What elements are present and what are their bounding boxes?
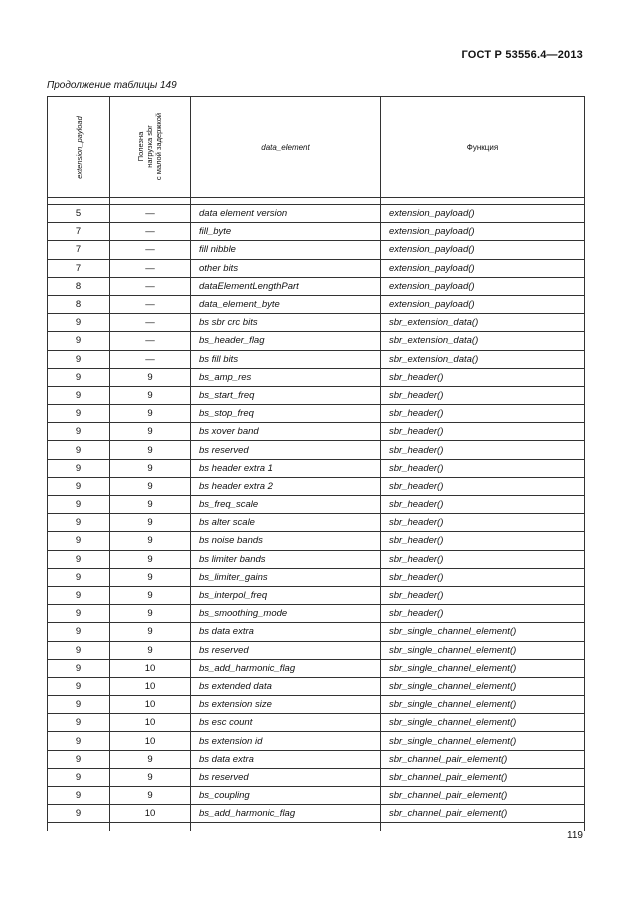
cell-data-element: data_element_byte xyxy=(191,295,381,313)
cell-extension-payload: 9 xyxy=(48,659,110,677)
cell-function: sbr_header() xyxy=(381,405,585,423)
cell-extension-payload: 9 xyxy=(48,696,110,714)
table-row xyxy=(48,568,585,586)
cell-low-delay-payload: 9 xyxy=(110,405,191,423)
table-row xyxy=(48,386,585,404)
cell-data-element: bs_coupling xyxy=(191,787,381,805)
cell-function: sbr_header() xyxy=(381,568,585,586)
cell-function: extension_payload() xyxy=(381,205,585,223)
cell-data-element: bs noise bands xyxy=(191,532,381,550)
table-row xyxy=(48,314,585,332)
cell-data-element: bs header extra 2 xyxy=(191,477,381,495)
table-row xyxy=(48,532,585,550)
table-row xyxy=(48,787,585,805)
cell-data-element: bs header extra 1 xyxy=(191,459,381,477)
table-row xyxy=(48,768,585,786)
table-row xyxy=(48,659,585,677)
column-header-low-delay-payload xyxy=(110,97,191,198)
table-row xyxy=(48,241,585,259)
cell-extension-payload: 9 xyxy=(48,459,110,477)
cell-extension-payload: 9 xyxy=(48,332,110,350)
cell-low-delay-payload: 9 xyxy=(110,641,191,659)
cell-extension-payload: 7 xyxy=(48,259,110,277)
cell-function: sbr_single_channel_element() xyxy=(381,623,585,641)
cell-extension-payload: 9 xyxy=(48,496,110,514)
table-row xyxy=(48,623,585,641)
cell-low-delay-payload: — xyxy=(110,277,191,295)
cell-function: extension_payload() xyxy=(381,277,585,295)
cell-extension-payload: 9 xyxy=(48,677,110,695)
cell-low-delay-payload: 9 xyxy=(110,386,191,404)
cell-extension-payload: 7 xyxy=(48,241,110,259)
cell-function: sbr_single_channel_element() xyxy=(381,696,585,714)
table-row xyxy=(48,332,585,350)
cell-function: sbr_header() xyxy=(381,423,585,441)
cell-data-element: fill_byte xyxy=(191,223,381,241)
cell-extension-payload: 9 xyxy=(48,441,110,459)
table-row xyxy=(48,550,585,568)
cell-extension-payload: 9 xyxy=(48,368,110,386)
data-table xyxy=(47,96,585,831)
cell-extension-payload: 9 xyxy=(48,605,110,623)
column-header-line-2: нагрузка sbr xyxy=(145,125,155,168)
table-caption: Продолжение таблицы 149 xyxy=(47,80,177,91)
cell-low-delay-payload: 9 xyxy=(110,368,191,386)
cell-low-delay-payload: 10 xyxy=(110,659,191,677)
cell-extension-payload: 9 xyxy=(48,568,110,586)
cell-function: sbr_channel_pair_element() xyxy=(381,768,585,786)
table-row xyxy=(48,205,585,223)
cell-data-element: bs_add_harmonic_flag xyxy=(191,659,381,677)
cell-extension-payload: 9 xyxy=(48,641,110,659)
cell-data-element: data element version xyxy=(191,205,381,223)
table-body xyxy=(48,205,585,832)
cell-data-element: other bits xyxy=(191,259,381,277)
table-row xyxy=(48,295,585,313)
cell-low-delay-payload: 9 xyxy=(110,586,191,604)
cell-extension-payload: 9 xyxy=(48,405,110,423)
cell-function: sbr_header() xyxy=(381,586,585,604)
column-header-data-element: data_element xyxy=(191,97,381,198)
cell-data-element: bs_freq_scale xyxy=(191,496,381,514)
table-row xyxy=(48,514,585,532)
table-row xyxy=(48,696,585,714)
cell-low-delay-payload: 9 xyxy=(110,623,191,641)
cell-low-delay-payload: 9 xyxy=(110,532,191,550)
cell-extension-payload: 9 xyxy=(48,477,110,495)
cell-function: extension_payload() xyxy=(381,241,585,259)
table-row xyxy=(48,732,585,750)
cell-data-element: bs_amp_res xyxy=(191,368,381,386)
cell-data-element: bs extension id xyxy=(191,732,381,750)
cell-function: sbr_extension_data() xyxy=(381,350,585,368)
cell-data-element: bs extended data xyxy=(191,677,381,695)
table-row xyxy=(48,586,585,604)
cell-low-delay-payload: — xyxy=(110,223,191,241)
cell-extension-payload: 9 xyxy=(48,623,110,641)
cell-low-delay-payload: 9 xyxy=(110,550,191,568)
cell-extension-payload: 9 xyxy=(48,386,110,404)
column-header-extension-payload xyxy=(48,97,110,198)
table-row xyxy=(48,459,585,477)
cell-function: sbr_extension_data() xyxy=(381,314,585,332)
cell-low-delay-payload: 10 xyxy=(110,805,191,823)
cell-low-delay-payload: 9 xyxy=(110,441,191,459)
cell-low-delay-payload: 10 xyxy=(110,714,191,732)
cell-low-delay-payload: 9 xyxy=(110,568,191,586)
cell-extension-payload: 9 xyxy=(48,550,110,568)
cell-low-delay-payload: — xyxy=(110,350,191,368)
cell-extension-payload: 9 xyxy=(48,586,110,604)
cell-low-delay-payload: — xyxy=(110,332,191,350)
table-row xyxy=(48,605,585,623)
table-row xyxy=(48,223,585,241)
cell-function: sbr_header() xyxy=(381,386,585,404)
column-header-line-1: Полезна xyxy=(136,131,146,162)
cell-function: sbr_header() xyxy=(381,550,585,568)
cell-extension-payload: 9 xyxy=(48,514,110,532)
cell-data-element: bs reserved xyxy=(191,641,381,659)
cell-function: sbr_single_channel_element() xyxy=(381,714,585,732)
cell-low-delay-payload: 9 xyxy=(110,496,191,514)
cell-data-element: bs extension size xyxy=(191,696,381,714)
table-header-row xyxy=(48,97,585,198)
cell-function: sbr_single_channel_element() xyxy=(381,641,585,659)
cell-data-element: bs limiter bands xyxy=(191,550,381,568)
cell-extension-payload: 9 xyxy=(48,714,110,732)
cell-function: sbr_header() xyxy=(381,532,585,550)
cell-function: extension_payload() xyxy=(381,259,585,277)
cell-function: extension_payload() xyxy=(381,223,585,241)
cell-extension-payload: 9 xyxy=(48,532,110,550)
cell-low-delay-payload: 9 xyxy=(110,514,191,532)
table-row xyxy=(48,405,585,423)
column-header-line-3: с малой задержкой xyxy=(154,112,164,181)
column-header-low-delay-payload-label xyxy=(136,113,163,180)
cell-extension-payload: 9 xyxy=(48,314,110,332)
cell-data-element: bs sbr crc bits xyxy=(191,314,381,332)
cell-extension-payload: 9 xyxy=(48,768,110,786)
cell-data-element: bs_interpol_freq xyxy=(191,586,381,604)
cell-extension-payload: 9 xyxy=(48,805,110,823)
table-row xyxy=(48,677,585,695)
cell-low-delay-payload: 9 xyxy=(110,787,191,805)
cell-function: sbr_single_channel_element() xyxy=(381,732,585,750)
cell-function: sbr_channel_pair_element() xyxy=(381,750,585,768)
cell-low-delay-payload: 9 xyxy=(110,750,191,768)
cell-function: sbr_header() xyxy=(381,496,585,514)
table-row xyxy=(48,477,585,495)
column-header-extension-payload-label: extension_payload xyxy=(74,115,84,179)
cell-data-element: dataElementLengthPart xyxy=(191,277,381,295)
cell-extension-payload: 8 xyxy=(48,295,110,313)
cell-extension-payload: 9 xyxy=(48,787,110,805)
cell-low-delay-payload: 10 xyxy=(110,732,191,750)
cell-data-element: bs_add_harmonic_flag xyxy=(191,805,381,823)
cell-extension-payload: 9 xyxy=(48,423,110,441)
cell-data-element: bs_start_freq xyxy=(191,386,381,404)
cell-function: sbr_header() xyxy=(381,477,585,495)
cell-data-element: bs_limiter_gains xyxy=(191,568,381,586)
cell-low-delay-payload: — xyxy=(110,205,191,223)
table-row xyxy=(48,714,585,732)
cell-low-delay-payload: 9 xyxy=(110,768,191,786)
cell-function: sbr_header() xyxy=(381,441,585,459)
cell-extension-payload: 7 xyxy=(48,223,110,241)
cell-data-element: bs xover band xyxy=(191,423,381,441)
cell-extension-payload: 9 xyxy=(48,350,110,368)
table-row xyxy=(48,368,585,386)
cell-data-element: bs data extra xyxy=(191,623,381,641)
column-header-function: Функция xyxy=(381,97,585,198)
table-row xyxy=(48,350,585,368)
cell-extension-payload: 8 xyxy=(48,277,110,295)
cell-low-delay-payload: 9 xyxy=(110,423,191,441)
cell-data-element: bs alter scale xyxy=(191,514,381,532)
cell-function: sbr_header() xyxy=(381,459,585,477)
cell-extension-payload: 9 xyxy=(48,750,110,768)
table-row xyxy=(48,423,585,441)
cell-data-element: bs_stop_freq xyxy=(191,405,381,423)
cell-low-delay-payload: — xyxy=(110,241,191,259)
cell-function: sbr_header() xyxy=(381,368,585,386)
cell-data-element: bs data extra xyxy=(191,750,381,768)
cell-low-delay-payload: 9 xyxy=(110,459,191,477)
cell-data-element: bs esc count xyxy=(191,714,381,732)
cell-function: sbr_single_channel_element() xyxy=(381,659,585,677)
cell-function: extension_payload() xyxy=(381,295,585,313)
cell-data-element: fill nibble xyxy=(191,241,381,259)
cell-low-delay-payload: 9 xyxy=(110,477,191,495)
table-row xyxy=(48,496,585,514)
cell-function: sbr_header() xyxy=(381,605,585,623)
cell-low-delay-payload: 10 xyxy=(110,696,191,714)
cell-low-delay-payload: — xyxy=(110,314,191,332)
cell-data-element: bs_smoothing_mode xyxy=(191,605,381,623)
table-row xyxy=(48,441,585,459)
cell-extension-payload: 9 xyxy=(48,732,110,750)
table-row xyxy=(48,277,585,295)
cell-data-element: bs_header_flag xyxy=(191,332,381,350)
table-row xyxy=(48,259,585,277)
table-row xyxy=(48,805,585,823)
cell-function: sbr_extension_data() xyxy=(381,332,585,350)
cell-function: sbr_header() xyxy=(381,514,585,532)
cell-data-element: bs reserved xyxy=(191,768,381,786)
cell-data-element: bs reserved xyxy=(191,441,381,459)
cell-function: sbr_single_channel_element() xyxy=(381,677,585,695)
cell-function: sbr_channel_pair_element() xyxy=(381,787,585,805)
cell-low-delay-payload: 9 xyxy=(110,605,191,623)
table-continuation-row xyxy=(48,823,585,832)
page-number: 119 xyxy=(567,830,583,841)
header-gap-row xyxy=(48,198,585,205)
cell-low-delay-payload: — xyxy=(110,295,191,313)
document-standard-code: ГОСТ Р 53556.4—2013 xyxy=(461,49,583,61)
table-row xyxy=(48,641,585,659)
cell-low-delay-payload: — xyxy=(110,259,191,277)
cell-low-delay-payload: 10 xyxy=(110,677,191,695)
cell-extension-payload: 5 xyxy=(48,205,110,223)
table-row xyxy=(48,750,585,768)
cell-function: sbr_channel_pair_element() xyxy=(381,805,585,823)
cell-data-element: bs fill bits xyxy=(191,350,381,368)
